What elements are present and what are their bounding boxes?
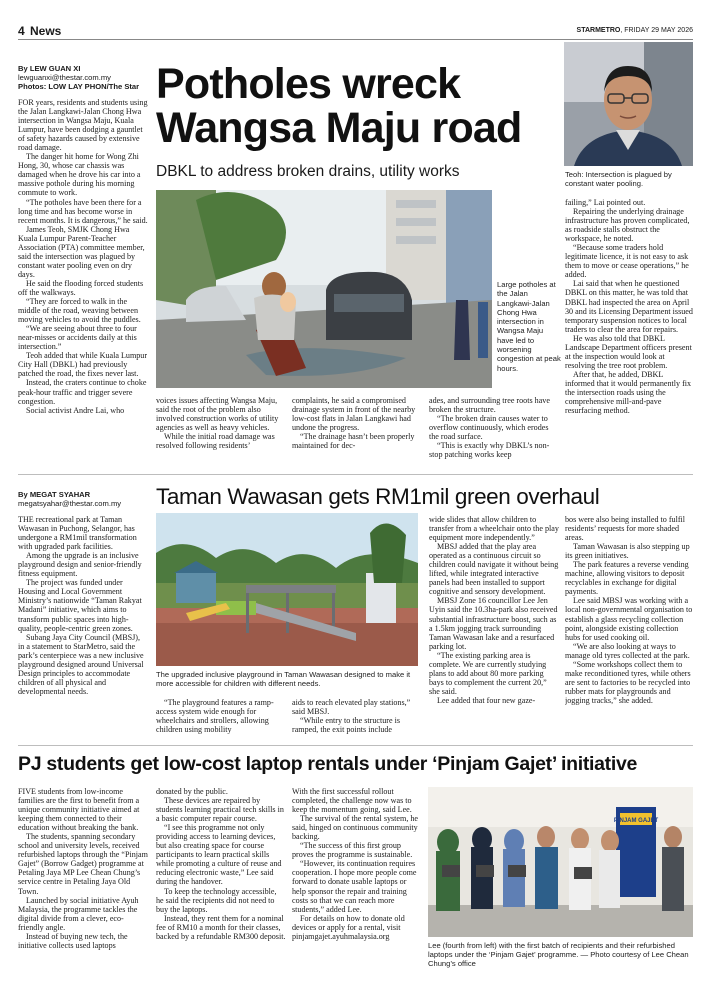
byline-photos: Photos: LOW LAY PHON/The Star: [18, 82, 140, 91]
paragraph: He said the flooding forced students off the walkways.: [18, 278, 144, 297]
playground-photo: [156, 513, 418, 666]
paragraph: After that, he added, DBKL informed that it would permanently fix the intersection roads using the comprehensive mill-and-pave resurfacing method.: [565, 369, 692, 416]
paragraph: Instead, the craters continue to choke peak-hour traffic and trigger severe congestion.: [18, 378, 147, 406]
paragraph: Taman Wawasan is also stepping up its green initiatives.: [565, 542, 690, 561]
paragraph: donated by the public.: [156, 787, 228, 796]
byline-name: By MEGAT SYAHAR: [18, 490, 91, 499]
story2-headline: Taman Wawasan gets RM1mil green overhaul: [156, 484, 600, 509]
header-rule: [18, 39, 693, 40]
story3-headline: PJ students get low-cost laptop rentals under ‘Pinjam Gajet’ initiative: [18, 753, 638, 775]
paragraph: MBSJ added that the play area operated as a continuous circuit so children could navigate it without being lifted, while integrated interactive panels had been installed to support cognitive and sensory development.: [429, 542, 559, 597]
publication-date: [577, 27, 693, 34]
issue-date: , FRIDAY 29 MAY 2026: [620, 27, 693, 34]
paragraph: MBSJ Zone 16 councillor Lee Jen Uyin said the 10.3ha-park also received substantial infrastructure boost, such as a 1.5km jogging track surrounding Taman Wawasan lake and a resurfaced parking lot.: [429, 596, 558, 651]
paragraph: Lee added that four new gaze-: [437, 695, 536, 705]
publication-name: STARMETRO: [576, 27, 621, 34]
story-divider-1: [18, 474, 693, 475]
paragraph: For details on how to donate old devices or apply for a rental, visit pinjamgajet.ayuhmalaysia.org: [292, 913, 405, 941]
story2-column-2: [156, 698, 286, 738]
headline-line-2: Wangsa Maju road: [156, 104, 522, 152]
story1-column-1: [18, 98, 148, 470]
paragraph: Lai said that when he questioned DBKL on this matter, he was told that DBKL had inspected the area on April 30 and its Licensing Department issued temporary suspension notices to local traders to clear the area for repairs.: [565, 279, 693, 334]
story2-column-1: [18, 515, 148, 737]
paragraph: “The potholes have been there for a long time and has become worse in recent months. It is dangerous,” he said.: [18, 197, 148, 225]
paragraph: The danger hit home for Wong Zhi Hong, 30, whose car chassis was damaged when he drove his car into a massive pothole during his morning commute to work.: [18, 152, 141, 198]
paragraph: The project was funded under Housing and Local Government Ministry’s nationwide “Taman Rakyat Madani” initiative, which aims to transform public spaces into high-quality, people-centric green zones.: [18, 578, 142, 633]
story3-column-3: [292, 787, 422, 981]
paragraph: The park features a reverse vending machine, allowing visitors to deposit recyclables in exchange for digital payments.: [565, 560, 689, 597]
story1-column-3: [292, 396, 422, 468]
paragraph: Teoh added that while Kuala Lumpur City Hall (DBKL) had previously patched the road, the fixes never last.: [18, 351, 148, 379]
paragraph: Social activist Andre Lai, who: [26, 405, 125, 415]
paragraph: “We are seeing about three to four near-misses or accidents daily at this intersection.”: [18, 324, 137, 352]
paragraph: The students, spanning secondary school and university levels, received refurbished laptops through the “Pinjam Gajet” (Borrow Gadget) programme at Petaling Jaya MP Lee Chean Chung’s service centre in Petaling Jaya Old Town.: [18, 832, 148, 896]
story2-column-4: [429, 515, 559, 737]
laptop-recipients-photo: [428, 787, 693, 937]
story-divider-2: [18, 745, 693, 746]
paragraph: bos were also being installed to fulfil residents’ requests for more shaded areas.: [565, 515, 686, 543]
paragraph: Subang Jaya City Council (MBSJ), in a statement to StarMetro, said the park’s centerpiece was a new inclusive playground designed around Universal Design principles to accommodate children of all physical and developmental needs.: [18, 632, 144, 696]
paragraph: Launched by social initiative Ayuh Malaysia, the programme tackles the digital divide from a clever, eco-friendly angle.: [18, 895, 139, 932]
story1-subhead: DBKL to address broken drains, utility works: [156, 163, 460, 180]
paragraph: aids to reach elevated play stations,” said MBSJ.: [292, 698, 411, 717]
paragraph: “The playground features a ramp-access system wide enough for wheelchairs and strollers, allowing children using mobility: [156, 698, 274, 735]
laptop-photo-caption: Lee (fourth from left) with the first batch of recipients and their refurbished laptops under the ‘Pinjam Gajet’ programme. — Photo courtesy of Lee Chean Chung’s office: [428, 941, 689, 969]
paragraph: THE recreational park at Taman Wawasan in Puchong, Selangor, has undergone a RM1mil transformation with upgraded park facilities.: [18, 515, 137, 552]
paragraph: “The success of this first group proves the programme is sustainable.: [292, 841, 413, 860]
story2-byline: [18, 490, 158, 508]
story1-column-2: [156, 396, 286, 468]
page-header: [18, 24, 693, 40]
paragraph: Lee said MBSJ was working with a local non-governmental organisation to establish a glass recycling collection point, alongside existing collection hubs for used cooking oil.: [565, 596, 693, 642]
paragraph: With the first successful rollout completed, the challenge now was to keep the momentum going, said Lee.: [292, 787, 412, 815]
story1-column-4: [429, 396, 559, 468]
paragraph: While the initial road damage was resolved following residents’: [156, 432, 275, 451]
paragraph: Among the upgrade is an inclusive playground design and senior-friendly fitness equipment.: [18, 551, 142, 579]
paragraph: James Teoh, SMJK Chong Hwa Kuala Lumpur Parent-Teacher Association (PTA) committee member, said the intersection was plagued by constant water pooling even on dry days.: [18, 224, 145, 279]
page-number: 4: [18, 24, 25, 38]
paragraph: “The existing parking area is complete. We are currently studying plans to add about 80 more parking bays to complement the current 20,” she said.: [429, 650, 547, 696]
story3-column-1: [18, 787, 148, 981]
story2-column-5: [565, 515, 693, 737]
playground-photo-caption: The upgraded inclusive playground in Taman Wawasan designed to make it more accessible for children with different needs.: [156, 670, 411, 689]
paragraph: voices issues affecting Wangsa Maju, said the root of the problem also involved construction works of utility agencies as well as heavy vehicles.: [156, 396, 279, 433]
paragraph: “Some workshops collect them to make reconditioned tyres, while others are sent to factories to be recycled into rubber mats for playgrounds and jogging tracks,” she added.: [565, 659, 691, 705]
story1-byline: [18, 64, 158, 91]
paragraph: “I see this programme not only providing access to learning devices, but also creating space for course participants to learn practical skills while promoting a culture of reuse and reducing electronic waste,” Lee said during the handover.: [156, 823, 282, 887]
story2-column-3: [292, 698, 422, 738]
paragraph: failing,” Lai pointed out.: [565, 198, 646, 207]
pinjam-gajet-banner-text: PINJAM GAJET: [613, 818, 659, 824]
paragraph: “We are also looking at ways to manage old tyres collected at the park.: [565, 641, 690, 660]
pothole-photo-caption: Large potholes at the Jalan Langkawi-Jalan Chong Hwa intersection in Wangsa Maju have led to worsening congestion at peak hours.: [497, 280, 561, 373]
portrait-caption: Teoh: Intersection is plagued by constant water pooling.: [565, 170, 672, 189]
paragraph: “Because some traders hold legitimate licence, it is not easy to ask them to move or cease operations,” he added.: [565, 243, 689, 280]
paragraph: Instead of buying new tech, the initiative collects used laptops: [18, 931, 128, 950]
paragraph: “The broken drain causes water to overflow continuously, which erodes the road surface.: [429, 414, 549, 442]
pothole-road-photo: [156, 190, 492, 388]
teoh-portrait-photo: [564, 42, 693, 166]
paragraph: To keep the technology accessible, he said the recipients did not need to buy the laptops.: [156, 886, 277, 914]
story3-column-2: [156, 787, 286, 981]
story1-column-5: [565, 198, 693, 468]
paragraph: “While entry to the structure is ramped, the exit points include: [292, 716, 401, 735]
section-name: News: [30, 24, 62, 38]
paragraph: The survival of the rental system, he said, hinged on continuous community backing.: [292, 814, 418, 842]
paragraph: “They are forced to walk in the middle of the road, weaving between moving vehicles to avoid the puddles.: [18, 297, 141, 325]
paragraph: complaints, he said a compromised drainage system in front of the nearby low-cost flats in Jalan Langkawi had undone the progress.: [292, 396, 416, 433]
paragraph: “However, its continuation requires cooperation. I hope more people come forward to donate usable laptops or help sponsor the repair and training costs so that we can reach more students,” added Lee.: [292, 859, 417, 914]
paragraph: “This is exactly why DBKL’s non-stop patching works keep: [429, 441, 550, 460]
story1-headline: [156, 62, 556, 150]
paragraph: wide slides that allow children to transfer from a wheelchair onto the play equipment more independently.”: [429, 515, 559, 543]
paragraph: He was also told that DBKL Landscape Department officers present at the inspection would look at resolving the tree root problem.: [565, 333, 692, 370]
byline-name: By LEW GUAN XI: [18, 64, 81, 73]
paragraph: FIVE students from low-income families are the first to benefit from a unique community initiative aimed at keeping them connected to their education without breaking the bank.: [18, 787, 140, 833]
headline-line-1: Potholes wreck: [156, 60, 461, 108]
paragraph: Instead, they rent them for a nominal fee of RM10 a month for their classes, backed by a refundable RM300 deposit.: [156, 913, 286, 941]
paragraph: ades, and surrounding tree roots have broken the structure.: [429, 396, 550, 415]
byline-email: lewguanxi@thestar.com.my: [18, 73, 111, 82]
paragraph: “The drainage hasn’t been properly maintained for dec-: [292, 432, 415, 451]
byline-email: megatsyahar@thestar.com.my: [18, 499, 122, 508]
paragraph: Repairing the underlying drainage infrastructure has proven complicated, as roadside stalls obstruct the workspace, he noted.: [565, 207, 690, 244]
paragraph: These devices are repaired by students learning practical tech skills in a basic computer repair course.: [156, 796, 284, 824]
paragraph: FOR years, residents and students using the Jalan Langkawi-Jalan Chong Hwa intersection in Wangsa Maju, Kuala Lumpur, have been dodging a gauntlet of safety hazards caused by extensive road damage.: [18, 98, 148, 153]
